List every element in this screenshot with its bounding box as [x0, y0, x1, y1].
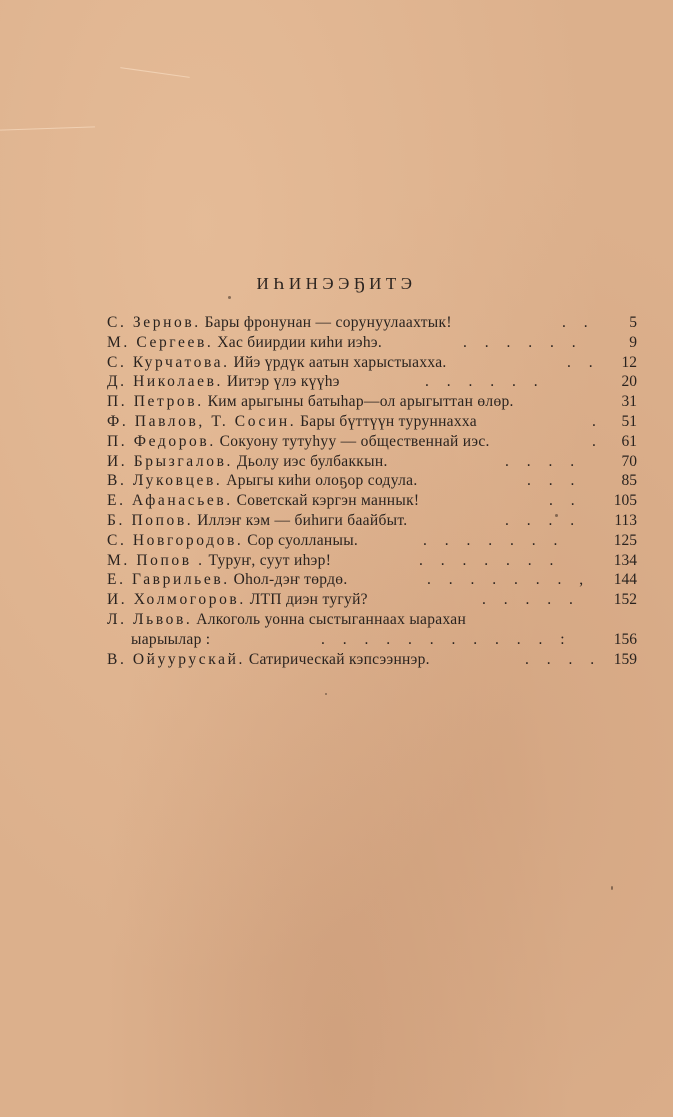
toc-page-number: 20 [621, 373, 637, 391]
toc-leader: . . [549, 492, 582, 510]
toc-leader: . . . . . . . [423, 531, 565, 549]
toc-leader: . . . [527, 472, 582, 490]
toc-leader: . . . . [505, 511, 582, 529]
paper-speck [325, 693, 327, 695]
toc-entry [107, 630, 637, 650]
toc-title: Алкоголь уонна сыстыганнаах ыарахан [196, 610, 467, 628]
toc-page-number: 9 [629, 333, 637, 351]
toc-author: С. Курчатова. [107, 353, 230, 371]
toc-title: Арыгы киһи олоҕор содула. [226, 472, 418, 490]
toc-page-number: 152 [613, 591, 637, 609]
toc-title: ЛТП диэн тугуй? [249, 591, 368, 609]
toc-title: ыарыылар : [131, 630, 211, 648]
toc-author: П. Петров. [107, 393, 204, 411]
table-of-contents [107, 313, 637, 669]
toc-leader: . . . . . . . . . . . : [321, 630, 572, 648]
toc-page-number: 51 [621, 412, 637, 430]
toc-entry [107, 650, 637, 670]
toc-entry [107, 491, 637, 511]
toc-page-number: 159 [613, 650, 637, 668]
toc-page-number: 105 [613, 492, 637, 510]
toc-author: П. Федоров. [107, 432, 216, 450]
toc-leader: . . . . . . . [419, 551, 561, 569]
toc-leader: . . [567, 353, 600, 371]
toc-entry [107, 590, 637, 610]
toc-leader: . . . . . [482, 591, 580, 609]
toc-entry [107, 531, 637, 551]
toc-entry [107, 412, 637, 432]
toc-page-number: 134 [613, 551, 637, 569]
toc-entry [107, 353, 637, 373]
paper-speck [228, 296, 231, 299]
toc-page-number: 156 [613, 630, 637, 648]
toc-entry [107, 333, 637, 353]
toc-author: И. Брызгалов. [107, 452, 233, 470]
paper-scratch [0, 126, 95, 130]
toc-title: Туруҥ, суут иһэр! [208, 551, 332, 569]
toc-entry [107, 551, 637, 571]
toc-title: Оһол-дэҥ төрдө. [233, 571, 348, 589]
toc-page-number: 85 [621, 472, 637, 490]
toc-heading: ИҺИНЭЭҔИТЭ [256, 274, 417, 293]
paper-speck [611, 886, 613, 890]
toc-author: Е. Афанасьев. [107, 492, 233, 510]
toc-page-number: 113 [614, 511, 637, 529]
toc-title: Дьолу иэс булбаккын. [236, 452, 388, 470]
toc-entry [107, 392, 637, 412]
toc-entry [107, 610, 637, 630]
toc-page-number: 70 [621, 452, 637, 470]
toc-page-number: 125 [613, 531, 637, 549]
toc-leader: . . . . . . [425, 373, 545, 391]
toc-entry [107, 452, 637, 472]
toc-author: Ф. Павлов, Т. Сосин. [107, 412, 297, 430]
toc-entry [107, 511, 637, 531]
toc-title: Хас биирдии киһи иэһэ. [217, 333, 383, 351]
toc-entry [107, 432, 637, 452]
toc-leader: . . [562, 314, 595, 331]
toc-author: М. Сергеев. [107, 333, 214, 351]
toc-leader: . [592, 412, 603, 430]
toc-title: Сокуону тутуһуу — общественнай иэс. [219, 432, 490, 450]
toc-leader: . . . . . . [463, 333, 583, 351]
toc-page-number: 61 [621, 432, 637, 450]
toc-page-number: 31 [621, 393, 637, 411]
toc-page-number: 5 [629, 314, 637, 331]
toc-title: Ийэ үрдүк аатын харыстыахха. [233, 353, 447, 371]
toc-title: Сор суолланыы. [247, 531, 359, 549]
toc-author: Е. Гаврильев. [107, 571, 230, 589]
toc-leader: . [592, 432, 603, 450]
toc-title: Ким арыгыны батыһар—ол арыгыттан өлөр. [207, 393, 514, 411]
toc-title: Иллэҥ кэм — биһиги баайбыт. [197, 511, 408, 529]
toc-author: В. Луковцев. [107, 472, 223, 490]
paper-scratch [120, 67, 189, 78]
toc-author: Б. Попов. [107, 511, 194, 529]
toc-entry [107, 471, 637, 491]
toc-title: Бары фронунан — сорунуулаахтык! [204, 314, 452, 331]
toc-title: Бары бүттүүн туруннахха [300, 412, 477, 430]
toc-entry [107, 570, 637, 590]
toc-title: Советскай кэргэн маннык! [236, 492, 420, 510]
toc-author: С. Зернов. [107, 314, 201, 331]
toc-leader: . . . . [505, 452, 582, 470]
toc-author: Д. Николаев. [107, 373, 223, 391]
toc-author: С. Новгородов. [107, 531, 244, 549]
toc-leader: . . . . . . . , [427, 571, 591, 589]
toc-page-number: 12 [621, 353, 637, 371]
toc-leader: . . . . [525, 650, 602, 668]
toc-title: Сатирическай кэпсээннэр. [248, 650, 430, 668]
toc-author: И. Холмогоров. [107, 591, 246, 609]
toc-page-number: 144 [613, 571, 637, 589]
toc-author: В. Ойуурускай. [107, 650, 245, 668]
toc-title: Иитэр үлэ күүһэ [226, 373, 340, 391]
toc-entry [107, 313, 637, 333]
toc-author: Л. Львов. [107, 610, 193, 628]
toc-entry [107, 372, 637, 392]
toc-author: М. Попов . [107, 551, 205, 569]
